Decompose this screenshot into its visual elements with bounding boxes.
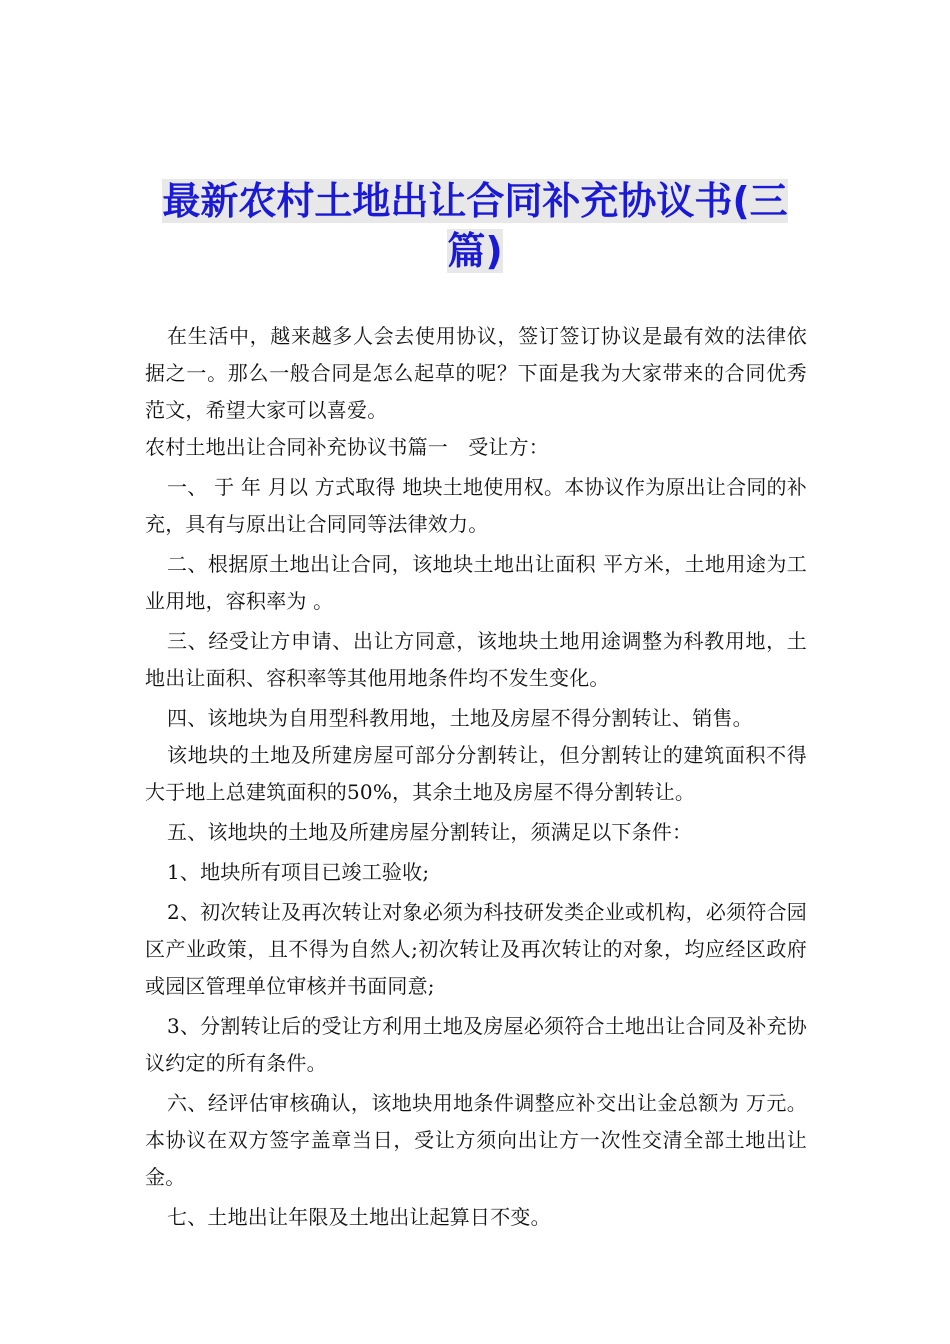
document-title-line-1 bbox=[140, 175, 810, 227]
clause-5: 五、该地块的土地及所建房屋分割转让，须满足以下条件： bbox=[167, 820, 693, 844]
condition-1: 1、地块所有项目已竣工验收; bbox=[167, 860, 430, 884]
document-title-text-1: 最新农村土地出让合同补充协议书(三 bbox=[162, 179, 788, 223]
clause-2: 二、根据原土地出让合同，该地块土地出让面积 平方米，土地用途为工业用地，容积率为 。 bbox=[145, 552, 807, 613]
document-title-line-2 bbox=[140, 225, 810, 277]
clause-4: 四、该地块为自用型科教用地，土地及房屋不得分割转让、销售。 bbox=[167, 706, 753, 730]
document-title-text-2: 篇) bbox=[447, 229, 503, 273]
condition-3: 3、分割转让后的受让方利用土地及房屋必须符合土地出让合同及补充协议约定的所有条件。 bbox=[145, 1014, 807, 1075]
condition-2: 2、初次转让及再次转让对象必须为科技研发类企业或机构，必须符合园区产业政策，且不得为自然人;初次转让及再次转让的对象，均应经区政府或园区管理单位审核并书面同意; bbox=[145, 900, 807, 998]
document-body bbox=[145, 318, 807, 1236]
section-heading: 农村土地出让合同补充协议书篇一 受让方： bbox=[145, 435, 549, 459]
clause-3: 三、经受让方申请、出让方同意，该地块土地用途调整为科教用地，土地出让面积、容积率等其他用地条件均不发生变化。 bbox=[145, 629, 807, 690]
clause-4-detail: 该地块的土地及所建房屋可部分分割转让，但分割转让的建筑面积不得大于地上总建筑面积的50%，其余土地及房屋不得分割转让。 bbox=[145, 743, 807, 804]
clause-6: 六、经评估审核确认，该地块用地条件调整应补交出让金总额为 万元。本协议在双方签字盖章当日，受让方须向出让方一次性交清全部土地出让金。 bbox=[145, 1091, 807, 1189]
clause-1: 一、 于 年 月以 方式取得 地块土地使用权。本协议作为原出让合同的补充，具有与原出让合同同等法律效力。 bbox=[145, 475, 807, 536]
intro-paragraph: 在生活中，越来越多人会去使用协议，签订签订协议是最有效的法律依据之一。那么一般合同是怎么起草的呢？下面是我为大家带来的合同优秀范文，希望大家可以喜爱。 bbox=[145, 324, 807, 422]
clause-7: 七、土地出让年限及土地出让起算日不变。 bbox=[167, 1205, 551, 1229]
